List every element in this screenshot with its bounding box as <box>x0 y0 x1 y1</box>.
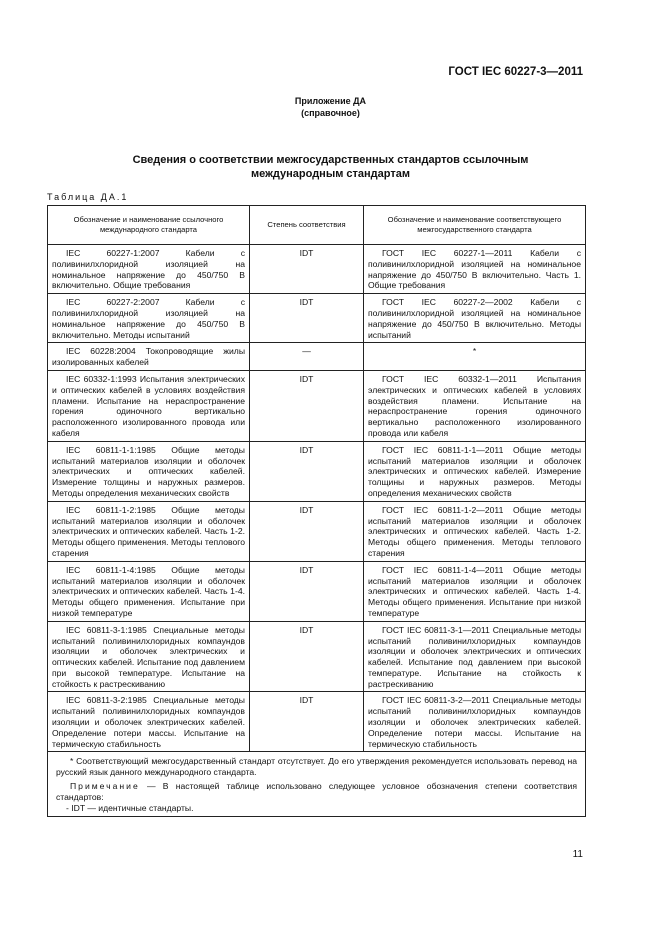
section-heading <box>0 153 661 181</box>
interstate-standard-cell: ГОСТ IEC 60811-3-1—2011 Специальные методы испытаний поливинилхлоридных компаундов изоляции и оболочек электрических и оптических кабелей. Испытание под давлением при высокой температуре. Испытание на стойкость к растрескиванию <box>364 621 586 692</box>
footnote: * Соответствующий межгосударственный стандарт отсутствует. До его утверждения рекомендуется использовать перевод на русский язык данного международного стандарта. <box>56 756 577 778</box>
interstate-standard-cell: ГОСТ IEC 60227-2—2002 Кабели с поливинилхлоридной изоляцией на номинальное напряжение до 450/750 В включительно. Методы испытаний <box>364 294 586 343</box>
degree-cell: IDT <box>250 621 364 692</box>
interstate-standard-cell: ГОСТ IEC 60811-1-2—2011 Общие методы испытаний материалов изоляции и оболочек электрических и оптических кабелей. Часть 1-2. Методы общего применения. Методы теплового старения <box>364 501 586 561</box>
table-row <box>48 245 586 294</box>
section-heading-line-2: международным стандартам <box>251 168 410 180</box>
note-text: — В настоящей таблице использовано следующее условное обозначения степени соответствия стандартов: <box>56 781 578 802</box>
international-standard-cell: IEC 60811-1-2:1985 Общие методы испытаний материалов изоляции и оболочек электрических и оптических кабелей. Часть 1-2. Методы общего применения. Методы теплового старения <box>48 501 250 561</box>
interstate-standard-cell: * <box>364 343 586 371</box>
table-row <box>48 692 586 752</box>
interstate-standard-cell: ГОСТ IEC 60811-1-1—2011 Общие методы испытаний материалов изоляции и оболочек электрических и оптических кабелей. Измерение толщины и наружных размеров. Методы определения механических свойств <box>364 441 586 501</box>
note <box>56 781 577 803</box>
international-standard-cell: IEC 60228:2004 Токопроводящие жилы изолированных кабелей <box>48 343 250 371</box>
degree-cell: IDT <box>250 501 364 561</box>
international-standard-cell: IEC 60332-1:1993 Испытания электрических и оптических кабелей в условиях воздействия пламени. Испытание на нераспространение горения одиночного вертикально расположенного изолированного провода или кабеля <box>48 370 250 441</box>
table-row <box>48 561 586 621</box>
correspondence-table <box>47 205 586 817</box>
column-header-interstate: Обозначение и наименование соответствующего межгосударственного стандарта <box>364 206 586 245</box>
annex-subtitle: (справочное) <box>301 108 360 118</box>
document-code: ГОСТ IEC 60227-3—2011 <box>448 66 583 78</box>
table-row <box>48 621 586 692</box>
column-header-international: Обозначение и наименование ссылочного международного стандарта <box>48 206 250 245</box>
table-row <box>48 294 586 343</box>
column-header-degree: Степень соответствия <box>250 206 364 245</box>
degree-cell: IDT <box>250 692 364 752</box>
table-label: Таблица ДА.1 <box>47 192 129 202</box>
international-standard-cell: IEC 60811-3-2:1985 Специальные методы испытаний поливинилхлоридных компаундов изоляции и оболочек электрических кабелей. Определение потери массы. Испытание на термическую стабильность <box>48 692 250 752</box>
section-heading-line-1: Сведения о соответствии межгосударственных стандартов ссылочным <box>132 154 529 166</box>
annex-title: Приложение ДА <box>294 96 367 106</box>
interstate-standard-cell: ГОСТ IEC 60227-1—2011 Кабели с поливинилхлоридной изоляцией на номинальное напряжение до 450/750 В включительно. Часть 1. Общие требования <box>364 245 586 294</box>
table-row <box>48 441 586 501</box>
table-footer <box>48 752 586 817</box>
page-number: 11 <box>572 849 583 860</box>
international-standard-cell: IEC 60227-2:2007 Кабели с поливинилхлоридной изоляцией на номинальное напряжение до 450/750 В включительно. Методы испытаний <box>48 294 250 343</box>
table-row <box>48 370 586 441</box>
degree-cell: — <box>250 343 364 371</box>
international-standard-cell: IEC 60811-3-1:1985 Специальные методы испытаний поливинилхлоридных компаундов изоляции и оболочек электрических и оптических кабелей. Испытание под давлением при высокой температуре. Испытание на стойкость к растрескиванию <box>48 621 250 692</box>
note-item: - IDT — идентичные стандарты. <box>66 802 194 813</box>
table-header-row <box>48 206 586 245</box>
note-label: Примечание <box>70 781 140 792</box>
degree-cell: IDT <box>250 245 364 294</box>
interstate-standard-cell: ГОСТ IEC 60811-1-4—2011 Общие методы испытаний материалов изоляции и оболочек электрических и оптических кабелей. Часть 1-4. Методы общего применения. Испытание при низкой температуре <box>364 561 586 621</box>
degree-cell: IDT <box>250 561 364 621</box>
table-footer-row <box>48 752 586 817</box>
table-row <box>48 343 586 371</box>
degree-cell: IDT <box>250 294 364 343</box>
degree-cell: IDT <box>250 441 364 501</box>
interstate-standard-cell: ГОСТ IEC 60332-1—2011 Испытания электрических и оптических кабелей в условиях воздействия пламени. Испытание на нераспространение горения одиночного вертикально расположенного изолированного провода или кабеля <box>364 370 586 441</box>
degree-cell: IDT <box>250 370 364 441</box>
international-standard-cell: IEC 60227-1:2007 Кабели с поливинилхлоридной изоляцией на номинальное напряжение до 450/750 В включительно. Общие требования <box>48 245 250 294</box>
international-standard-cell: IEC 60811-1-4:1985 Общие методы испытаний материалов изоляции и оболочек электрических и оптических кабелей. Часть 1-4. Методы общего применения. Испытание при низкой температуре <box>48 561 250 621</box>
table-row <box>48 501 586 561</box>
interstate-standard-cell: ГОСТ IEC 60811-3-2—2011 Специальные методы испытаний поливинилхлоридных компаундов изоляции и оболочек электрических кабелей. Определение потери массы. Испытание на термическую стабильность <box>364 692 586 752</box>
international-standard-cell: IEC 60811-1-1:1985 Общие методы испытаний материалов изоляции и оболочек электрических и оптических кабелей. Измерение толщины и наружных размеров. Методы определения механических свойств <box>48 441 250 501</box>
